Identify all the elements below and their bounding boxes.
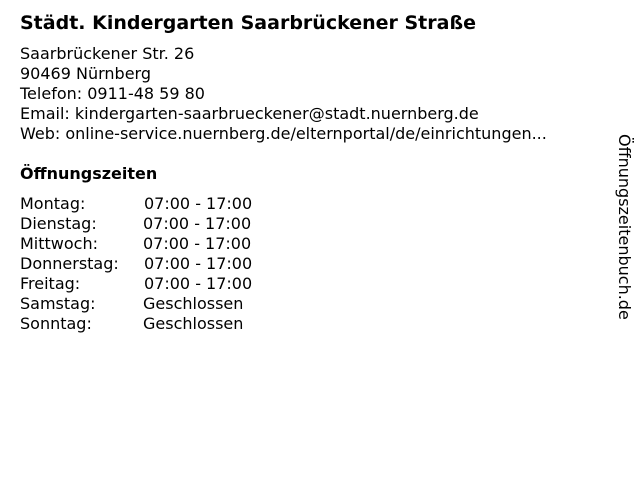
opening-hours-list <box>20 194 252 334</box>
time-value: 07:00 - 17:00 <box>144 274 253 293</box>
day-label: Dienstag: <box>20 214 97 233</box>
time-value: 07:00 - 17:00 <box>143 234 252 253</box>
city-address: 90469 Nürnberg <box>20 64 151 83</box>
hours-heading: Öffnungszeiten <box>20 164 158 183</box>
page-title: Städt. Kindergarten Saarbrückener Straße <box>20 12 476 34</box>
street-address: Saarbrückener Str. 26 <box>20 44 195 63</box>
day-label: Montag: <box>20 194 86 213</box>
day-label: Freitag: <box>20 274 81 293</box>
time-value: 07:00 - 17:00 <box>144 254 253 273</box>
website-url: Web: online-service.nuernberg.de/elternportal/de/einrichtungen... <box>20 124 547 143</box>
hours-row-friday <box>20 274 252 294</box>
time-value: 07:00 - 17:00 <box>143 214 252 233</box>
hours-row-saturday <box>20 294 252 314</box>
time-value: Geschlossen <box>143 294 244 313</box>
hours-row-sunday <box>20 314 252 334</box>
day-label: Samstag: <box>20 294 96 313</box>
hours-row-thursday <box>20 254 252 274</box>
hours-row-wednesday <box>20 234 252 254</box>
time-value: Geschlossen <box>143 314 244 333</box>
phone-number: Telefon: 0911-48 59 80 <box>20 84 205 103</box>
day-label: Sonntag: <box>20 314 92 333</box>
hours-row-tuesday <box>20 214 252 234</box>
contact-block <box>20 44 547 144</box>
day-label: Mittwoch: <box>20 234 98 253</box>
site-watermark: Öffnungszeitenbuch.de <box>615 134 634 320</box>
email-address: Email: kindergarten-saarbrueckener@stadt.nuernberg.de <box>20 104 479 123</box>
time-value: 07:00 - 17:00 <box>144 194 253 213</box>
day-label: Donnerstag: <box>20 254 119 273</box>
hours-row-monday <box>20 194 252 214</box>
